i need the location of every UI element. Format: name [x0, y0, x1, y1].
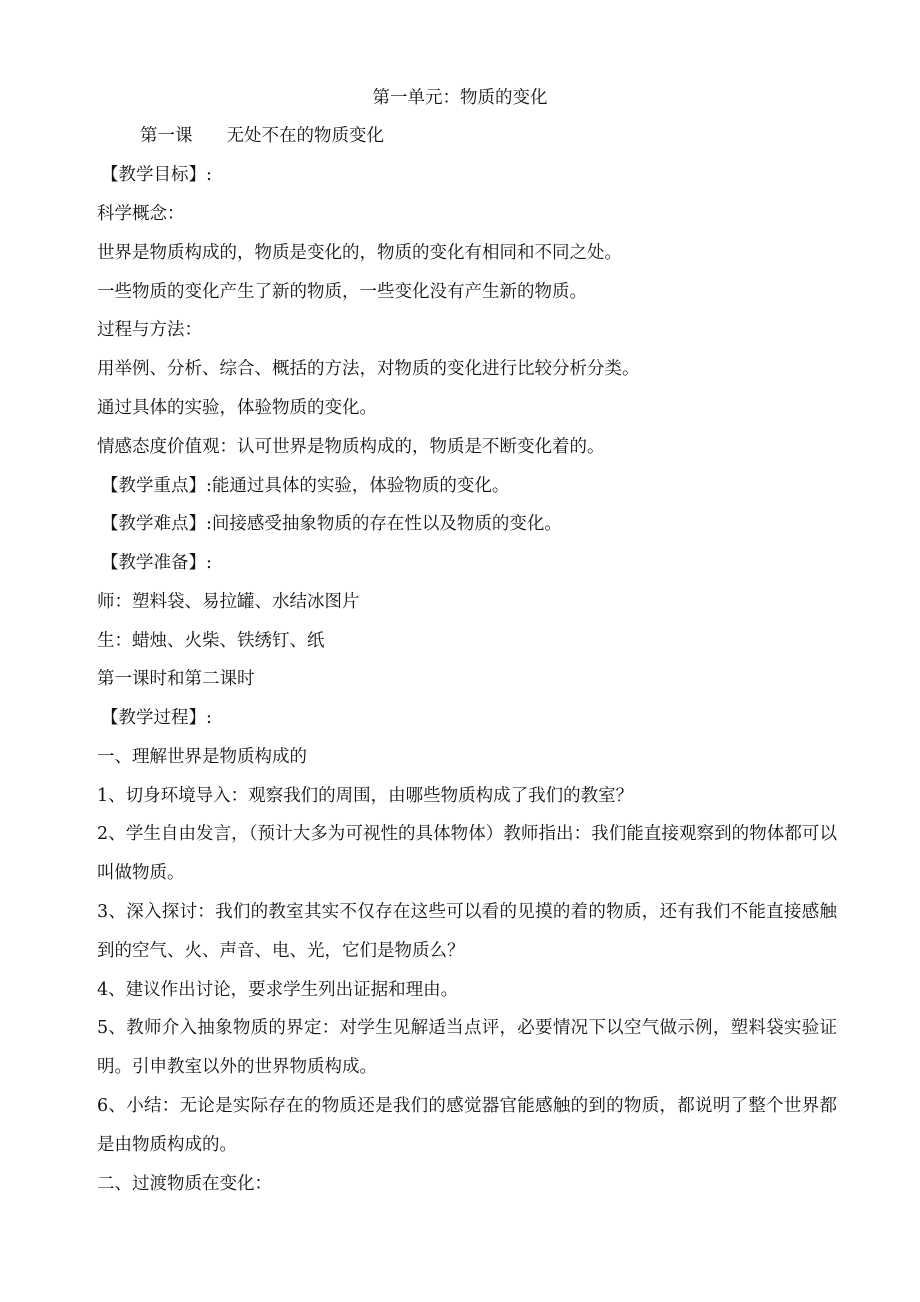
step-1-line: 1、切身环境导入：观察我们的周围，由哪些物质构成了我们的教室？ [97, 786, 634, 806]
step-3-paragraph: 3、深入探讨：我们的教室其实不仅存在这些可以看的见摸的着的物质，还有我们不能直接感触到的空气、火、声音、电、光，它们是物质么？ [97, 902, 837, 961]
process-section-heading: 【教学过程】: [101, 708, 212, 728]
periods-line: 第一课时和第二课时 [97, 669, 255, 689]
section-heading-1: 一、理解世界是物质构成的 [97, 747, 307, 767]
unit-title: 第一单元：物质的变化 [372, 88, 548, 108]
objectives-heading: 【教学目标】: [101, 165, 212, 185]
attitude-line: 情感态度价值观：认可世界是物质构成的，物质是不断变化着的。 [97, 437, 605, 457]
preparation-heading: 【教学准备】: [101, 553, 212, 573]
section-heading-2: 二、过渡物质在变化： [97, 1174, 272, 1194]
lesson-title [140, 126, 880, 146]
key-point-line: 【教学重点】:能通过具体的实验，体验物质的变化。 [101, 476, 510, 496]
concept-line-2: 一些物质的变化产生了新的物质，一些变化没有产生新的物质。 [97, 282, 587, 302]
step-4-line: 4、建议作出讨论，要求学生列出证据和理由。 [97, 980, 459, 1000]
step-6-paragraph: 6、小结：无论是实际存在的物质还是我们的感觉器官能感触的到的物质，都说明了整个世界都是由物质构成的。 [97, 1096, 837, 1155]
concepts-heading: 科学概念： [97, 204, 185, 224]
process-line-2: 通过具体的实验，体验物质的变化。 [97, 398, 377, 418]
process-line-1: 用举例、分析、综合、概括的方法，对物质的变化进行比较分析分类。 [97, 359, 640, 379]
step-2-paragraph: 2、学生自由发言，（预计大多为可视性的具体物体）教师指出：我们能直接观察到的物体都可以叫做物质。 [97, 824, 837, 883]
step-5-paragraph: 5、教师介入抽象物质的界定：对学生见解适当点评，必要情况下以空气做示例，塑料袋实验证明。引申教室以外的世界物质构成。 [97, 1018, 837, 1077]
difficulty-line: 【教学难点】:间接感受抽象物质的存在性以及物质的变化。 [101, 514, 562, 534]
student-materials-line: 生：蜡烛、火柴、铁绣钉、纸 [97, 631, 325, 651]
process-heading: 过程与方法： [97, 320, 202, 340]
teacher-materials-line: 师：塑料袋、易拉罐、水结冰图片 [97, 592, 360, 612]
concept-line-1: 世界是物质构成的，物质是变化的，物质的变化有相同和不同之处。 [97, 243, 622, 263]
lesson-number: 第一课 [140, 126, 193, 146]
lesson-name: 无处不在的物质变化 [226, 126, 384, 146]
